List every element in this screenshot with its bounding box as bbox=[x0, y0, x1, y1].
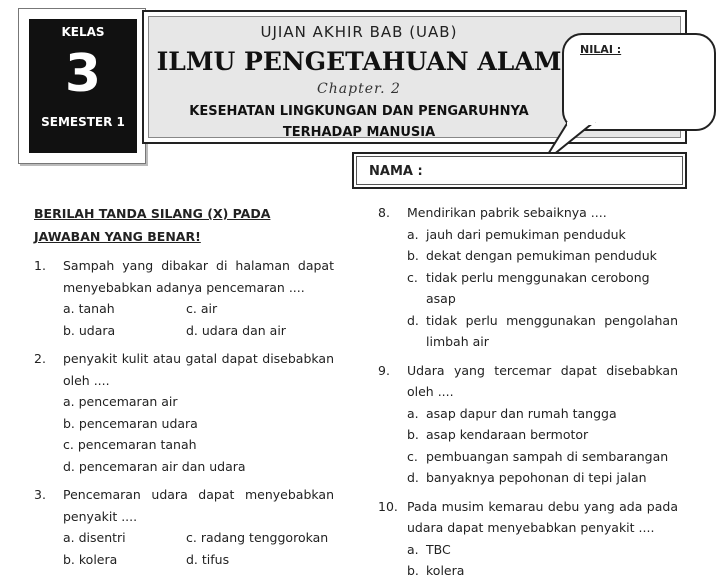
option-c[interactable] bbox=[407, 446, 678, 468]
question-10 bbox=[378, 496, 678, 582]
question-number: 9. bbox=[378, 362, 390, 378]
class-badge-inner bbox=[29, 19, 137, 153]
option-b[interactable] bbox=[407, 424, 678, 446]
option-d[interactable]: d. udara dan air bbox=[186, 322, 286, 338]
question-2 bbox=[34, 348, 334, 477]
question-number: 1. bbox=[34, 258, 46, 273]
option-text: tidak perlu menggunakan pengolahan limbah air bbox=[426, 312, 678, 349]
option-b[interactable]: b. kolera bbox=[63, 551, 118, 567]
option-b[interactable] bbox=[407, 560, 678, 582]
options bbox=[63, 298, 334, 341]
option-letter: a. bbox=[407, 226, 419, 242]
option-a[interactable]: a. disentri bbox=[63, 530, 126, 545]
options bbox=[63, 527, 334, 570]
left-column bbox=[34, 202, 334, 570]
option-letter: d. bbox=[407, 470, 419, 485]
score-label: NILAI : bbox=[580, 43, 622, 56]
option-text: asap dapur dan rumah tangga bbox=[426, 405, 617, 421]
instructions: BERILAH TANDA SILANG (X) PADA JAWABAN YANG BENAR! bbox=[34, 206, 271, 244]
option-letter: a. bbox=[407, 405, 419, 421]
question-8 bbox=[378, 202, 678, 353]
option-d[interactable]: d. tifus bbox=[186, 551, 230, 567]
option-a[interactable] bbox=[407, 403, 678, 425]
option-d[interactable]: d. pencemaran air dan udara bbox=[63, 458, 246, 474]
question-text: Udara yang tercemar dapat disebabkan oleh .... bbox=[407, 362, 678, 399]
option-letter: b. bbox=[407, 427, 419, 442]
question-9 bbox=[378, 360, 678, 489]
topic-title bbox=[149, 101, 569, 143]
option-b[interactable]: b. pencemaran udara bbox=[63, 415, 198, 431]
question-number: 8. bbox=[378, 205, 390, 220]
question-text: Mendirikan pabrik sebaiknya .... bbox=[407, 205, 607, 220]
option-a[interactable] bbox=[407, 224, 678, 246]
question-number: 2. bbox=[34, 351, 46, 366]
name-label: NAMA : bbox=[369, 164, 423, 179]
kelas-label: KELAS bbox=[61, 25, 105, 39]
option-text: banyaknya pepohonan di tepi jalan bbox=[426, 470, 647, 485]
option-letter: b. bbox=[407, 248, 419, 263]
option-d[interactable] bbox=[407, 467, 678, 489]
question-number: 10. bbox=[378, 498, 398, 514]
option-letter: c. bbox=[407, 269, 418, 285]
option-b[interactable] bbox=[407, 245, 678, 267]
option-text: tidak perlu menggunakan cerobong asap bbox=[426, 269, 650, 306]
semester-label: SEMESTER 1 bbox=[41, 115, 125, 129]
exam-title: UJIAN AKHIR BAB (UAB) bbox=[260, 23, 458, 41]
option-letter: c. bbox=[407, 448, 418, 464]
subject-title: ILMU PENGETAHUAN ALAM bbox=[156, 47, 562, 76]
kelas-number: 3 bbox=[64, 44, 102, 104]
option-text: jauh dari pemukiman penduduk bbox=[426, 226, 626, 242]
score-bubble[interactable] bbox=[562, 33, 716, 131]
chapter-label: Chapter. 2 bbox=[317, 81, 401, 97]
option-c[interactable]: c. radang tenggorokan bbox=[186, 530, 329, 545]
option-letter: d. bbox=[407, 312, 419, 328]
option-text: pembuangan sampah di sembarangan bbox=[426, 448, 669, 464]
name-field-inner bbox=[356, 156, 683, 185]
option-text: kolera bbox=[426, 563, 465, 578]
right-column bbox=[378, 202, 678, 582]
question-text: penyakit kulit atau gatal dapat disebabkan oleh .... bbox=[63, 351, 334, 388]
option-text: dekat dengan pemukiman penduduk bbox=[426, 248, 657, 263]
class-badge bbox=[18, 8, 146, 164]
option-letter: a. bbox=[407, 541, 419, 557]
question-text: Pencemaran udara dapat menyebabkan penyakit .... bbox=[63, 487, 334, 524]
options bbox=[63, 391, 334, 477]
topic-line-1: KESEHATAN LINGKUNGAN DAN PENGARUHNYA bbox=[189, 104, 529, 119]
question-text: Pada musim kemarau debu yang ada pada udara dapat menyebabkan penyakit .... bbox=[407, 498, 678, 535]
option-a[interactable]: a. tanah bbox=[63, 301, 115, 316]
question-number: 3. bbox=[34, 487, 46, 502]
option-text: asap kendaraan bermotor bbox=[426, 427, 589, 442]
topic-line-2: TERHADAP MANUSIA bbox=[282, 125, 436, 140]
option-c[interactable]: c. air bbox=[186, 301, 218, 316]
option-a[interactable]: a. pencemaran air bbox=[63, 394, 178, 409]
option-b[interactable]: b. udara bbox=[63, 322, 116, 338]
option-text: TBC bbox=[426, 541, 451, 557]
option-letter: b. bbox=[407, 563, 419, 578]
question-3 bbox=[34, 484, 334, 570]
name-field[interactable] bbox=[352, 152, 687, 189]
question-1 bbox=[34, 255, 334, 341]
option-c[interactable]: c. pencemaran tanah bbox=[63, 437, 197, 452]
option-d[interactable] bbox=[407, 310, 678, 353]
option-c[interactable] bbox=[407, 267, 678, 310]
option-a[interactable] bbox=[407, 539, 678, 561]
question-text: Sampah yang dibakar di halaman dapat menyebabkan adanya pencemaran .... bbox=[63, 258, 334, 295]
